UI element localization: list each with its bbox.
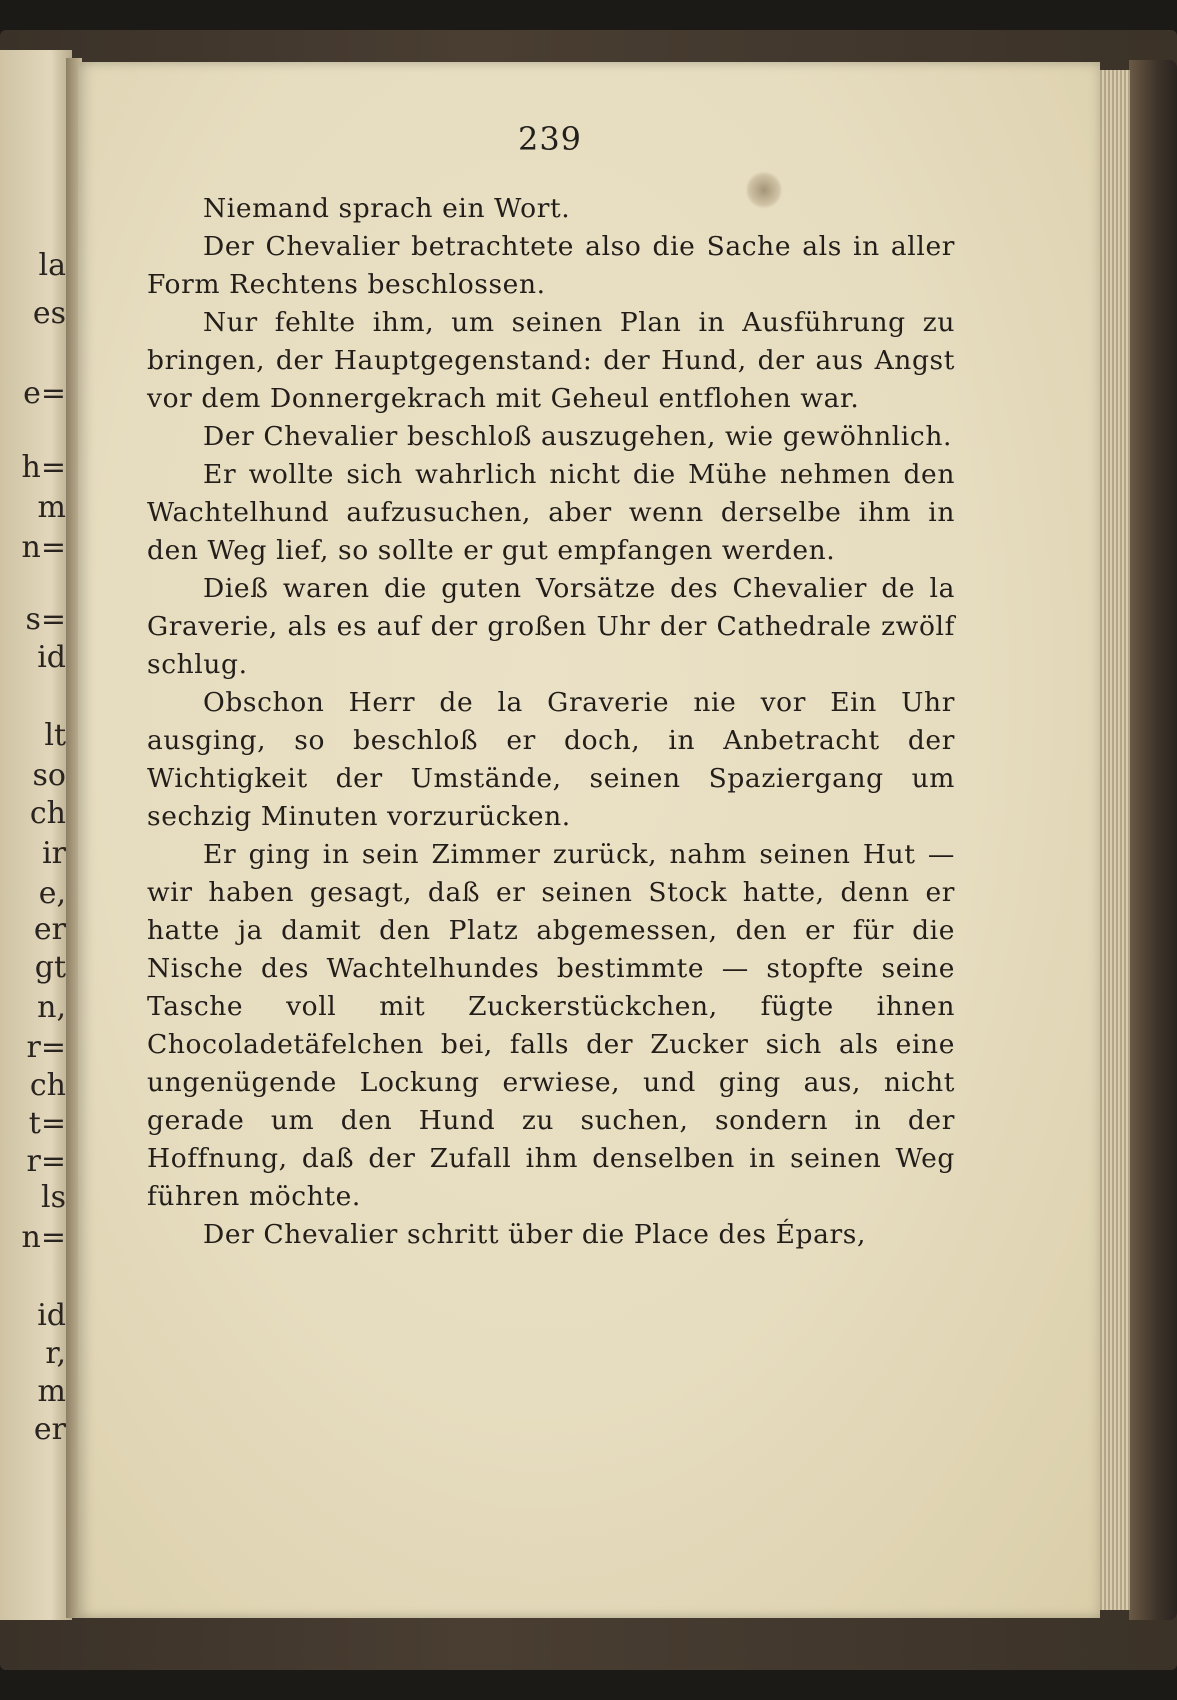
paragraph: Der Chevalier schritt über die Place des Épars,: [203, 1219, 866, 1250]
left-page-fragment: m: [37, 1374, 66, 1409]
left-page-fragment: e,: [38, 876, 66, 911]
left-page-fragment: la: [38, 248, 66, 283]
left-page-fragment: e=: [23, 376, 66, 411]
left-page-fragment: er: [33, 912, 66, 947]
left-page-fragment: t=: [28, 1106, 66, 1141]
left-page-fragment: ch: [29, 796, 66, 831]
left-page-fragment: n=: [21, 1220, 66, 1255]
left-page-fragment: so: [32, 758, 66, 793]
left-page-fragment: gt: [34, 950, 66, 985]
left-page-fragment: s=: [25, 602, 66, 637]
paragraph: Nur fehlte ihm, um seinen Plan in Ausführung zu bringen, der Hauptgegenstand: der Hund, der aus Angst vor dem Donnergekrach mit Geheul entflohen war.: [147, 307, 955, 414]
paragraph: Obschon Herr de la Graverie nie vor Ein Uhr ausging, so beschloß er doch, in Anbetracht der Wichtigkeit der Umstände, seinen Spaziergang um sechzig Minuten vorzurücken.: [147, 687, 955, 832]
left-page-fragment: m: [37, 490, 66, 525]
paragraph: Der Chevalier beschloß auszugehen, wie gewöhnlich.: [203, 421, 953, 452]
paragraph: Er ging in sein Zimmer zurück, nahm seinen Hut — wir haben gesagt, daß er seinen Stock hatte, denn er hatte ja damit den Platz abgemessen, den er für die Nische des Wachtelhundes bestimmte — stopfte seine Tasche voll mit Zuckerstückchen, fügte ihnen Chocoladetäfelchen bei, falls der Zucker sich als eine ungenügende Lockung erwiese, und ging aus, nicht gerade um den Hund zu suchen, sondern in der Hoffnung, daß der Zufall ihm denselben in seinen Weg führen möchte.: [147, 839, 955, 1212]
left-page-fragment: r,: [45, 1336, 66, 1371]
paragraph: Der Chevalier betrachtete also die Sache als in aller Form Rechtens beschlossen.: [147, 231, 955, 300]
book-cover-edge: [1129, 60, 1177, 1620]
left-page-fragment: n=: [21, 530, 66, 565]
left-page-fragment: n,: [37, 990, 66, 1025]
page-number: 239: [517, 120, 583, 158]
left-page-fragment: id: [37, 1298, 66, 1333]
paragraph: Er wollte sich wahrlich nicht die Mühe nehmen den Wachtelhund aufzusuchen, aber wenn derselbe ihm in den Weg lief, so sollte er gut empfangen werden.: [147, 459, 955, 566]
left-page-fragment: r=: [26, 1030, 66, 1065]
left-page-fragment: er: [33, 1412, 66, 1447]
left-page-fragment: r=: [26, 1144, 66, 1179]
left-page-fragment: ls: [41, 1180, 66, 1215]
left-page-fragment: h=: [21, 450, 66, 485]
paragraph: Niemand sprach ein Wort.: [203, 193, 571, 224]
left-page: [0, 50, 72, 1620]
left-page-fragment: ch: [29, 1068, 66, 1103]
left-page-fragment: lt: [44, 718, 66, 753]
left-page-fragment: id: [37, 640, 66, 675]
page-text: [147, 190, 955, 1254]
paragraph: Dieß waren die guten Vorsätze des Chevalier de la Graverie, als es auf der großen Uhr der Cathedrale zwölf schlug.: [147, 573, 955, 680]
left-page-fragment: es: [32, 296, 66, 331]
left-page-fragment: ir: [42, 836, 66, 871]
